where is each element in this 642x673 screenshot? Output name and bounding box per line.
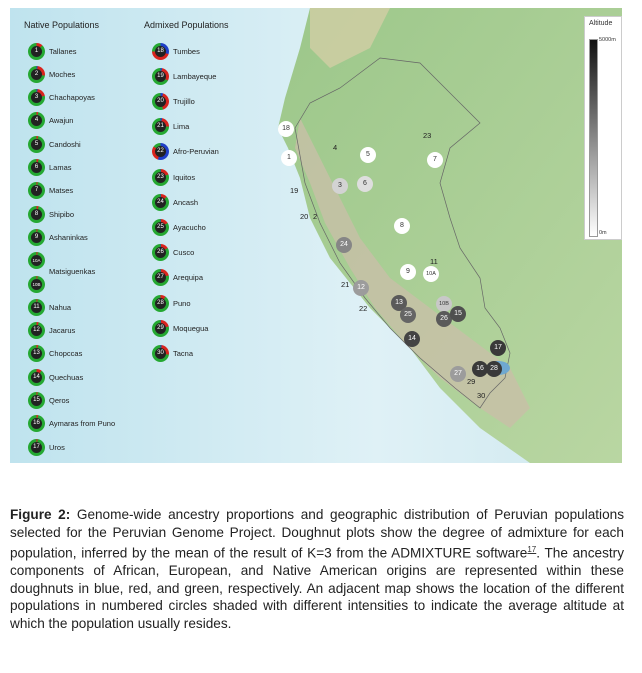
population-label-2: 2	[313, 212, 318, 221]
map-figure	[10, 8, 622, 463]
population-label-21: 21	[341, 280, 350, 289]
population-marker-18: 18	[278, 121, 294, 137]
caption-text-2: . The ancestry components of African, European, and Native American origins are represented within these doughnuts in blue, red, and green, respectively. An adjacent map shows the location of the different populations in numbered circles shaded with different intensities to indicate the average altitude at which the population usually resides.	[10, 545, 624, 631]
population-name: Matsiguenkas	[49, 267, 96, 277]
population-name: Tacna	[173, 348, 194, 358]
population-name: Chopccas	[49, 349, 83, 359]
native-item-9	[28, 228, 88, 246]
population-name: Tumbes	[173, 46, 200, 56]
population-name: Cusco	[173, 248, 195, 258]
population-label-29: 29	[467, 377, 476, 386]
population-label-20: 20	[300, 212, 309, 221]
ancestry-doughnut	[152, 118, 169, 135]
admixed-item-25	[152, 218, 206, 236]
population-marker-14: 14	[404, 331, 420, 347]
population-label-19: 19	[290, 186, 299, 195]
doughnut-number: 9	[31, 232, 42, 243]
caption-ref: 17	[527, 545, 537, 554]
ancestry-doughnut	[28, 66, 45, 83]
figure-caption	[10, 506, 624, 632]
population-marker-28: 28	[486, 361, 502, 377]
doughnut-number: 24	[155, 197, 166, 208]
ancestry-doughnut	[28, 112, 45, 129]
population-name: Nahua	[49, 302, 72, 312]
ancestry-doughnut	[152, 219, 169, 236]
population-name: Qeros	[49, 396, 70, 405]
native-item-10b	[28, 275, 45, 293]
population-name: Trujillo	[173, 96, 195, 106]
population-label-4: 4	[333, 143, 338, 152]
native-populations-title: Native Populations	[24, 20, 100, 30]
doughnut-number: 11	[31, 302, 42, 313]
peru-map	[10, 8, 622, 463]
native-item-13	[28, 345, 82, 363]
ancestry-doughnut	[152, 143, 169, 160]
ancestry-doughnut	[28, 276, 45, 293]
admixed-item-21	[152, 118, 189, 136]
population-label-11: 11	[430, 257, 438, 266]
ancestry-doughnut	[152, 194, 169, 211]
doughnut-number: 27	[155, 272, 166, 283]
population-marker-1: 1	[281, 150, 297, 166]
population-marker-26: 26	[436, 311, 452, 327]
ancestry-doughnut	[152, 93, 169, 110]
native-item-10a	[28, 252, 96, 277]
population-marker-15: 15	[450, 306, 466, 322]
population-name: Puno	[173, 298, 191, 308]
population-name: Aymaras from Puno	[49, 419, 116, 429]
population-name: Afro-Peruvian	[173, 147, 219, 157]
population-marker-27: 27	[450, 366, 466, 382]
native-item-16	[28, 415, 115, 433]
doughnut-number: 26	[155, 247, 166, 258]
native-item-5	[28, 135, 81, 153]
doughnut-number: 19	[155, 71, 166, 82]
population-marker-12: 12	[353, 280, 369, 296]
ancestry-doughnut	[28, 159, 45, 176]
ancestry-doughnut	[152, 43, 169, 60]
doughnut-number: 3	[31, 92, 42, 103]
doughnut-number: 29	[155, 323, 166, 334]
ancestry-doughnut	[28, 299, 45, 316]
population-marker-7: 7	[427, 152, 443, 168]
ancestry-doughnut	[28, 182, 45, 199]
population-name: Shipibo	[49, 209, 75, 219]
admixed-item-18	[152, 42, 200, 60]
altitude-gradient	[589, 39, 598, 237]
admixed-item-29	[152, 319, 208, 337]
population-marker-25: 25	[400, 307, 416, 323]
admixed-populations-title: Admixed Populations	[144, 20, 229, 30]
ancestry-doughnut	[152, 269, 169, 286]
altitude-max: 5000m	[599, 37, 616, 43]
native-item-12	[28, 322, 75, 340]
doughnut-number: 14	[31, 372, 42, 383]
doughnut-number: 22	[155, 146, 166, 157]
population-label-22: 22	[359, 304, 368, 313]
doughnut-number: 18	[155, 46, 166, 57]
population-marker-6: 6	[357, 176, 373, 192]
admixed-item-20	[152, 92, 195, 110]
population-name: Ancash	[173, 197, 199, 207]
doughnut-number: 10B	[31, 279, 42, 290]
doughnut-number: 5	[31, 139, 42, 150]
population-name: Lima	[173, 122, 190, 132]
doughnut-number: 25	[155, 222, 166, 233]
population-marker-24: 24	[336, 237, 352, 253]
population-marker-5: 5	[360, 147, 376, 163]
doughnut-number: 13	[31, 348, 42, 359]
native-item-4	[28, 112, 73, 130]
population-marker-16: 16	[472, 361, 488, 377]
doughnut-number: 10A	[31, 255, 42, 266]
population-name: Moches	[49, 69, 76, 79]
doughnut-number: 2	[31, 69, 42, 80]
doughnut-number: 4	[31, 115, 42, 126]
native-item-11	[28, 298, 71, 316]
doughnut-number: 15	[31, 395, 42, 406]
doughnut-number: 7	[31, 185, 42, 196]
doughnut-number: 16	[31, 418, 42, 429]
population-name: Moquegua	[173, 323, 209, 333]
ancestry-doughnut	[28, 136, 45, 153]
altitude-title: Altitude	[589, 20, 613, 27]
doughnut-number: 6	[31, 162, 42, 173]
ancestry-doughnut	[28, 89, 45, 106]
native-item-15	[28, 392, 69, 410]
admixed-item-30	[152, 344, 193, 362]
native-item-17	[28, 438, 65, 456]
doughnut-number: 8	[31, 209, 42, 220]
doughnut-number: 12	[31, 325, 42, 336]
admixed-item-26	[152, 244, 194, 262]
admixed-item-22	[152, 143, 219, 161]
ancestry-doughnut	[28, 229, 45, 246]
ancestry-doughnut	[28, 322, 45, 339]
population-marker-10b: 10B	[436, 296, 452, 312]
altitude-min: 0m	[599, 230, 607, 236]
admixed-item-28	[152, 294, 191, 312]
ancestry-doughnut	[152, 244, 169, 261]
doughnut-number: 23	[155, 172, 166, 183]
population-name: Lambayeque	[173, 71, 217, 81]
native-item-6	[28, 159, 72, 177]
ancestry-doughnut	[28, 439, 45, 456]
population-label-23: 23	[423, 131, 432, 140]
population-name: Iquitos	[173, 172, 196, 182]
population-marker-9: 9	[400, 264, 416, 280]
population-marker-13: 13	[391, 295, 407, 311]
population-marker-10a: 10A	[423, 266, 439, 282]
altitude-legend	[584, 16, 622, 240]
population-name: Tallanes	[49, 46, 77, 56]
caption-text-1: Genome-wide ancestry proportions and geographic distribution of Peruvian populations selected for the Peruvian Genome Project. Doughnut plots show the degree of admixture for each population, inferred by the mean of the result of K=3 from the ADMIXTURE software	[10, 507, 624, 561]
population-name: Ashaninkas	[49, 232, 88, 242]
native-item-1	[28, 42, 77, 60]
admixed-item-23	[152, 168, 195, 186]
population-name: Candoshi	[49, 139, 81, 149]
admixed-item-27	[152, 269, 203, 287]
ancestry-doughnut	[28, 43, 45, 60]
ancestry-doughnut	[28, 415, 45, 432]
doughnut-number: 17	[31, 442, 42, 453]
ancestry-doughnut	[28, 206, 45, 223]
ancestry-doughnut	[28, 392, 45, 409]
population-name: Ayacucho	[173, 222, 206, 232]
native-item-7	[28, 182, 73, 200]
population-marker-3: 3	[332, 178, 348, 194]
ancestry-doughnut	[152, 68, 169, 85]
population-marker-8: 8	[394, 218, 410, 234]
population-name: Quechuas	[49, 372, 84, 382]
population-name: Jacarus	[49, 326, 76, 336]
population-name: Matses	[49, 186, 74, 196]
ancestry-doughnut	[28, 345, 45, 362]
population-label-30: 30	[477, 391, 486, 400]
population-name: Arequipa	[173, 273, 204, 283]
ancestry-doughnut	[28, 369, 45, 386]
native-item-14	[28, 368, 83, 386]
doughnut-number: 20	[155, 96, 166, 107]
caption-label: Figure 2:	[10, 507, 71, 522]
doughnut-number: 28	[155, 298, 166, 309]
native-item-2	[28, 65, 75, 83]
population-name: Uros	[49, 442, 65, 452]
ancestry-doughnut	[152, 169, 169, 186]
population-name: Chachapoyas	[49, 93, 95, 103]
admixed-item-19	[152, 67, 216, 85]
admixed-item-24	[152, 193, 198, 211]
ancestry-doughnut	[28, 252, 45, 269]
doughnut-number: 21	[155, 121, 166, 132]
native-item-3	[28, 89, 95, 107]
population-name: Awajun	[49, 116, 74, 126]
ancestry-doughnut	[152, 345, 169, 362]
population-name: Lamas	[49, 163, 72, 172]
ancestry-doughnut	[152, 320, 169, 337]
ancestry-doughnut	[152, 295, 169, 312]
doughnut-number: 30	[155, 348, 166, 359]
population-marker-17: 17	[490, 340, 506, 356]
doughnut-number: 1	[31, 46, 42, 57]
native-item-8	[28, 205, 74, 223]
